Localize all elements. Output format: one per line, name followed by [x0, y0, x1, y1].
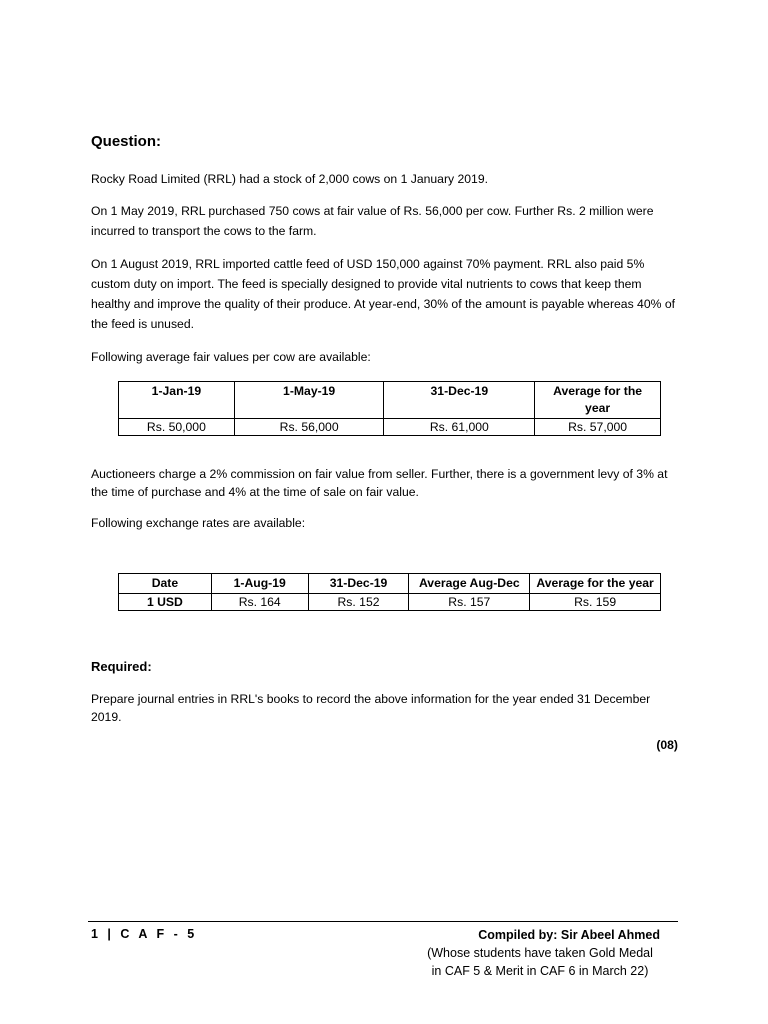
exchange-header: 1-Aug-19: [211, 574, 308, 594]
footer-compiled-by: Compiled by: Sir Abeel Ahmed: [478, 928, 660, 942]
exchange-cell-label: 1 USD: [119, 594, 212, 611]
question-heading: Question:: [91, 133, 161, 150]
paragraph-fair-values-intro: Following average fair values per cow are available:: [91, 350, 371, 364]
fair-value-cell: Rs. 50,000: [119, 419, 235, 436]
footer-divider: [88, 921, 678, 922]
required-text: Prepare journal entries in RRL's books to record the above information for the year ended 31 December 2019.: [91, 692, 651, 724]
exchange-header: Average Aug-Dec: [409, 574, 530, 594]
fair-value-row: [119, 419, 661, 436]
footer-note-line1: (Whose students have taken Gold Medal: [427, 946, 653, 960]
footer-page-label: 1 | C A F - 5: [91, 927, 198, 941]
exchange-header: 31-Dec-19: [308, 574, 409, 594]
exchange-header: Average for the year: [530, 574, 661, 594]
paragraph-purchase: On 1 May 2019, RRL purchased 750 cows at fair value of Rs. 56,000 per cow. Further Rs. 2 million were incurred to transport the cows to the farm.: [91, 204, 654, 238]
fair-value-table: [118, 381, 661, 436]
fair-value-header: 1-May-19: [234, 382, 384, 419]
footer-credit: [410, 926, 670, 980]
fair-value-header: Average for the year: [535, 382, 661, 419]
paragraph-feed: On 1 August 2019, RRL imported cattle feed of USD 150,000 against 70% payment. RRL also paid 5% custom duty on import. The feed is specially designed to provide vital nutrients to cows that keep them healthy and improve the quality of their produce. At year-end, 30% of the amount is payable whereas 40% of the feed is unused.: [91, 257, 675, 331]
exchange-rate-table: [118, 573, 661, 611]
paragraph-stock: Rocky Road Limited (RRL) had a stock of 2,000 cows on 1 January 2019.: [91, 172, 488, 186]
fair-value-cell: Rs. 57,000: [535, 419, 661, 436]
exchange-header: Date: [119, 574, 212, 594]
exchange-header-row: [119, 574, 661, 594]
fair-value-header: 31-Dec-19: [384, 382, 535, 419]
exchange-cell: Rs. 164: [211, 594, 308, 611]
exchange-row: [119, 594, 661, 611]
footer-note-line2: in CAF 5 & Merit in CAF 6 in March 22): [431, 964, 649, 978]
exchange-cell: Rs. 152: [308, 594, 409, 611]
fair-value-header: 1-Jan-19: [119, 382, 235, 419]
paragraph-auctioneers: Auctioneers charge a 2% commission on fair value from seller. Further, there is a government levy of 3% at the time of purchase and 4% at the time of sale on fair value.: [91, 467, 668, 499]
exchange-cell: Rs. 157: [409, 594, 530, 611]
marks-label: (08): [656, 738, 678, 752]
exchange-cell: Rs. 159: [530, 594, 661, 611]
fair-value-cell: Rs. 56,000: [234, 419, 384, 436]
fair-value-header-row: [119, 382, 661, 419]
required-heading: Required:: [91, 659, 152, 674]
paragraph-exchange-intro: Following exchange rates are available:: [91, 516, 306, 530]
fair-value-cell: Rs. 61,000: [384, 419, 535, 436]
